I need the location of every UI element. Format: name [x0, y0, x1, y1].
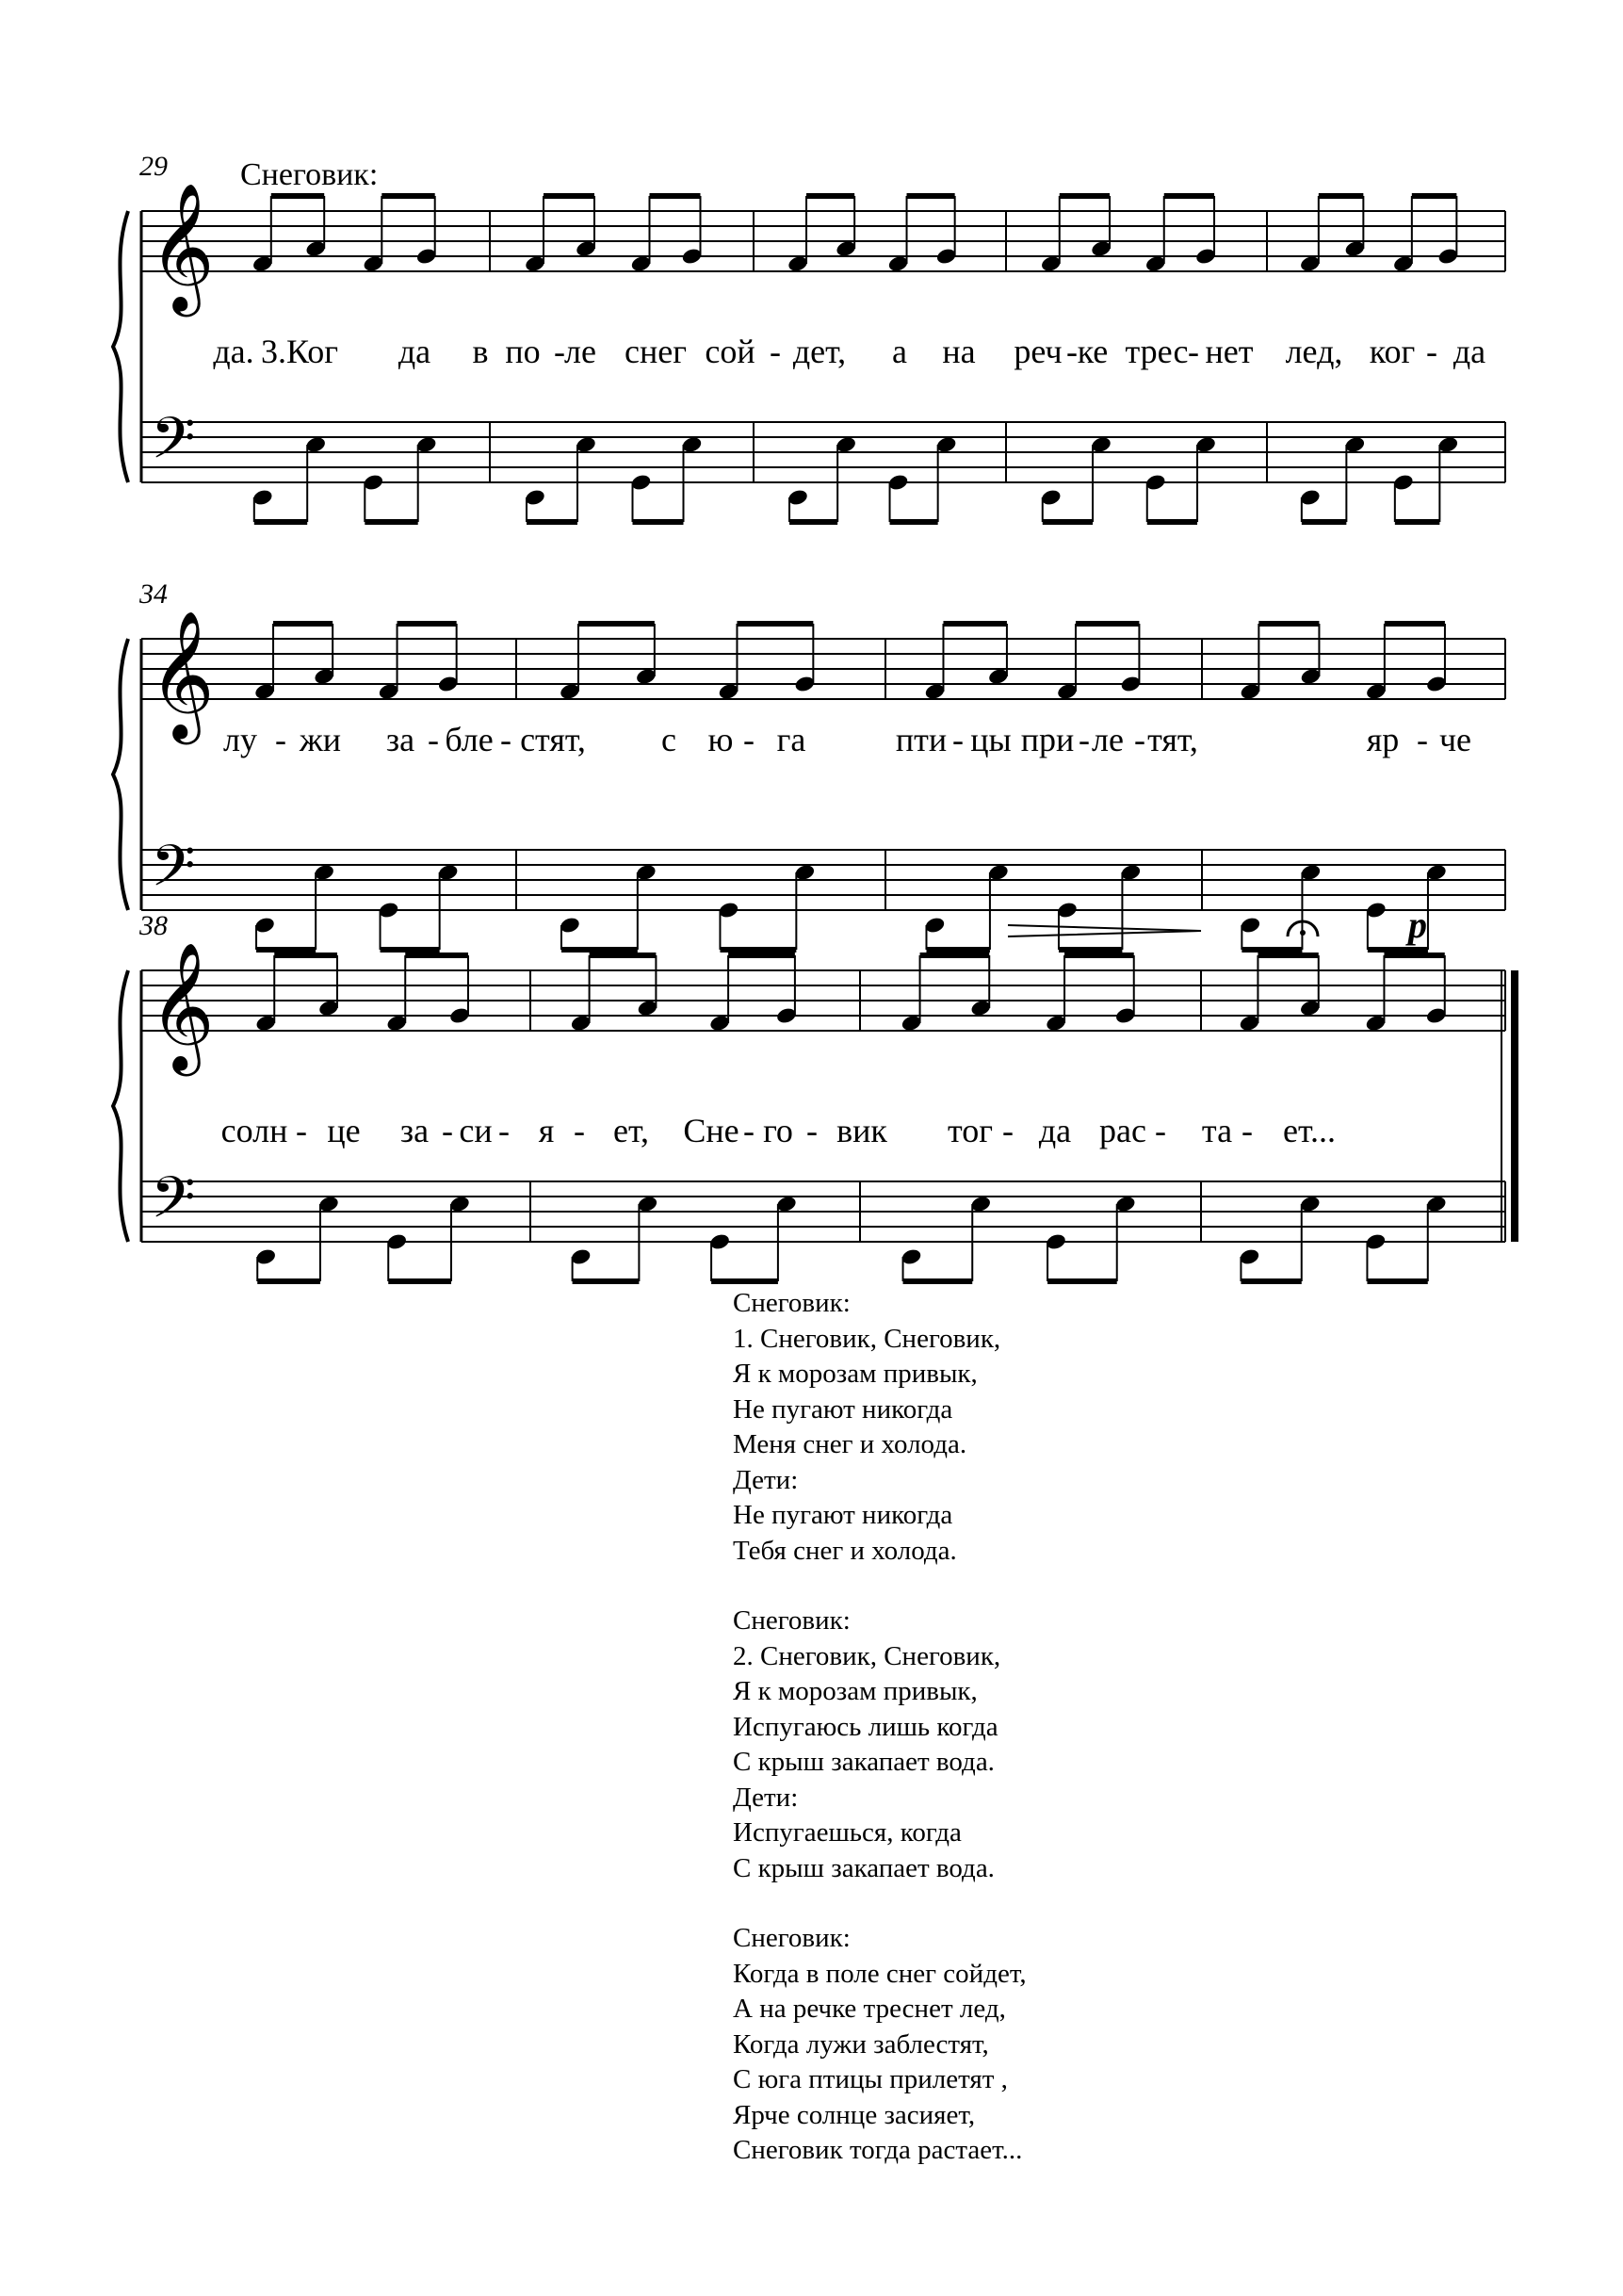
lyrics-line: 2. Снеговик, Снеговик, [733, 1640, 1001, 1671]
lyrics-line: 1. Снеговик, Снеговик, [733, 1323, 1001, 1354]
measure-number: 34 [139, 578, 168, 610]
measure-number: 38 [139, 910, 168, 941]
lyric-hyphen: - [1134, 721, 1145, 758]
lyric-hyphen: - [498, 1112, 510, 1149]
staff-system [113, 151, 1505, 522]
staff-system [113, 578, 1505, 950]
decrescendo-hairpin [1008, 925, 1201, 936]
lyric-syllable: стят, [520, 721, 586, 758]
bass-clef-icon: 𝄢 [151, 405, 196, 486]
lyric-syllable: на [942, 333, 976, 370]
lyrics-line: Испугаешься, когда [733, 1817, 962, 1848]
lyric-syllable: цы [970, 721, 1012, 758]
lyric-syllable: ет... [1282, 1112, 1337, 1149]
lyric-hyphen: - [1242, 1112, 1253, 1149]
lyric-syllable: рас [1099, 1112, 1146, 1149]
lyric-syllable: пти [895, 721, 948, 758]
staff-system [113, 904, 1515, 1281]
fermata-dot [1300, 930, 1306, 936]
lyric-syllable: за [399, 1112, 430, 1149]
lyric-hyphen: - [554, 333, 565, 370]
lyric-syllable: ле [1092, 721, 1124, 758]
lyric-hyphen: - [1188, 333, 1199, 370]
lyric-syllable: га [776, 721, 806, 758]
lyric-hyphen: - [442, 1112, 453, 1149]
lyrics-line: Не пугают никогда [733, 1393, 953, 1425]
lyric-syllable: да [398, 333, 431, 370]
lyrics-line: С юга птицы прилетят , [733, 2064, 1008, 2094]
lyric-syllable: жи [299, 721, 342, 758]
lyric-syllable: ет, [612, 1112, 650, 1149]
treble-clef-icon: 𝄞 [149, 181, 215, 311]
lyric-hyphen: - [743, 1112, 755, 1149]
lyrics-line: Снеговик: [733, 1605, 851, 1636]
lyrics-line: Когда лужи заблестят, [733, 2028, 989, 2060]
lyric-hyphen: - [1079, 721, 1090, 758]
lyric-syllable: ле [564, 333, 596, 370]
lyrics-line: Дети: [733, 1782, 799, 1813]
lyric-hyphen: - [806, 1112, 818, 1149]
dynamic-marking: p [1408, 904, 1427, 946]
lyric-hyphen: - [574, 1112, 585, 1149]
lyric-syllable: тог [947, 1112, 994, 1149]
lyrics-line: Меня снег и холода. [733, 1429, 967, 1459]
brace-icon [113, 211, 128, 482]
lyric-syllable: 3.Ког [261, 333, 338, 370]
lyric-syllable: я [538, 1112, 555, 1149]
lyrics-line: Тебя снег и холода. [733, 1535, 957, 1566]
lyric-syllable: реч [1014, 333, 1063, 370]
lyrics-line: С крыш закапает вода. [733, 1747, 995, 1777]
treble-clef-icon: 𝄞 [149, 940, 215, 1070]
lyrics-line: Снеговик тогда растает... [733, 2135, 1023, 2165]
lyric-hyphen: - [296, 1112, 307, 1149]
lyrics-line: Когда в поле снег сойдет, [733, 1958, 1027, 1989]
lyric-syllable: за [385, 721, 415, 758]
lyric-syllable: лу [223, 721, 257, 758]
lyric-hyphen: - [770, 333, 781, 370]
lyric-hyphen: - [500, 721, 511, 758]
lyric-syllable: да [1038, 1112, 1072, 1149]
lyric-syllable: та [1201, 1112, 1233, 1149]
measure-number: 29 [139, 151, 168, 182]
lyric-syllable: це [327, 1112, 361, 1149]
lyric-hyphen: - [1417, 721, 1428, 758]
lyrics-line: Я к морозам привык, [733, 1359, 978, 1389]
lyrics-line: Ярче солнце засияет, [733, 2099, 976, 2130]
role-label: Снеговик: [240, 157, 379, 192]
lyrics-line: Снеговик: [733, 1288, 851, 1318]
treble-clef-icon: 𝄞 [149, 609, 215, 739]
lyrics-stanza [733, 1921, 1392, 2169]
lyric-syllable: при [1020, 721, 1075, 758]
lyric-syllable: Сне [683, 1112, 739, 1149]
lyric-syllable: го [763, 1112, 793, 1149]
lyric-syllable: вик [836, 1112, 887, 1149]
lyrics-line: Снеговик: [733, 1923, 851, 1953]
lyric-syllable: сой [705, 333, 755, 370]
lyric-syllable: да [1453, 333, 1486, 370]
lyric-syllable: а [892, 333, 907, 370]
lyric-hyphen: - [743, 721, 755, 758]
song-lyrics-text [733, 1286, 1392, 2204]
lyric-syllable: дет, [792, 333, 847, 370]
lyrics-line: С крыш закапает вода. [733, 1852, 995, 1883]
lyrics-stanza [733, 1286, 1392, 1569]
lyric-hyphen: - [1426, 333, 1437, 370]
lyric-syllable: си [459, 1112, 493, 1149]
lyric-syllable: че [1438, 721, 1472, 758]
lyrics-line: Дети: [733, 1464, 799, 1495]
lyric-syllable: с [661, 721, 676, 758]
lyric-syllable: в [472, 333, 489, 370]
lyrics-stanza [733, 1604, 1392, 1886]
lyric-hyphen: - [952, 721, 964, 758]
lyric-hyphen: - [1155, 1112, 1166, 1149]
bass-clef-icon: 𝄢 [151, 833, 196, 914]
lyric-hyphen: - [275, 721, 286, 758]
lyric-syllable: бле [445, 721, 494, 758]
lyric-syllable: солн [220, 1112, 288, 1149]
lyric-syllable: снег [625, 333, 687, 370]
lyrics-line: Не пугают никогда [733, 1500, 953, 1530]
lyric-hyphen: - [1002, 1112, 1014, 1149]
lyric-syllable: ю [707, 721, 734, 758]
lyric-syllable: да. [213, 333, 254, 370]
lyric-syllable: трес [1125, 333, 1189, 370]
lyric-syllable: по [505, 333, 541, 370]
lyric-syllable: нет [1205, 333, 1254, 370]
lyrics-line: А на речке треснет лед, [733, 1994, 1006, 2024]
lyric-syllable: лед, [1285, 333, 1343, 370]
lyric-syllable: ке [1077, 333, 1109, 370]
brace-icon [113, 970, 128, 1242]
lyric-syllable: тят, [1147, 721, 1198, 758]
lyric-syllable: яр [1366, 721, 1400, 758]
lyric-syllable: ког [1369, 333, 1416, 370]
brace-icon [113, 639, 128, 910]
lyric-hyphen: - [428, 721, 439, 758]
lyrics-line: Испугаюсь лишь когда [733, 1711, 998, 1742]
lyrics-line: Я к морозам привык, [733, 1676, 978, 1706]
bass-clef-icon: 𝄢 [151, 1164, 196, 1246]
lyric-hyphen: - [1066, 333, 1078, 370]
